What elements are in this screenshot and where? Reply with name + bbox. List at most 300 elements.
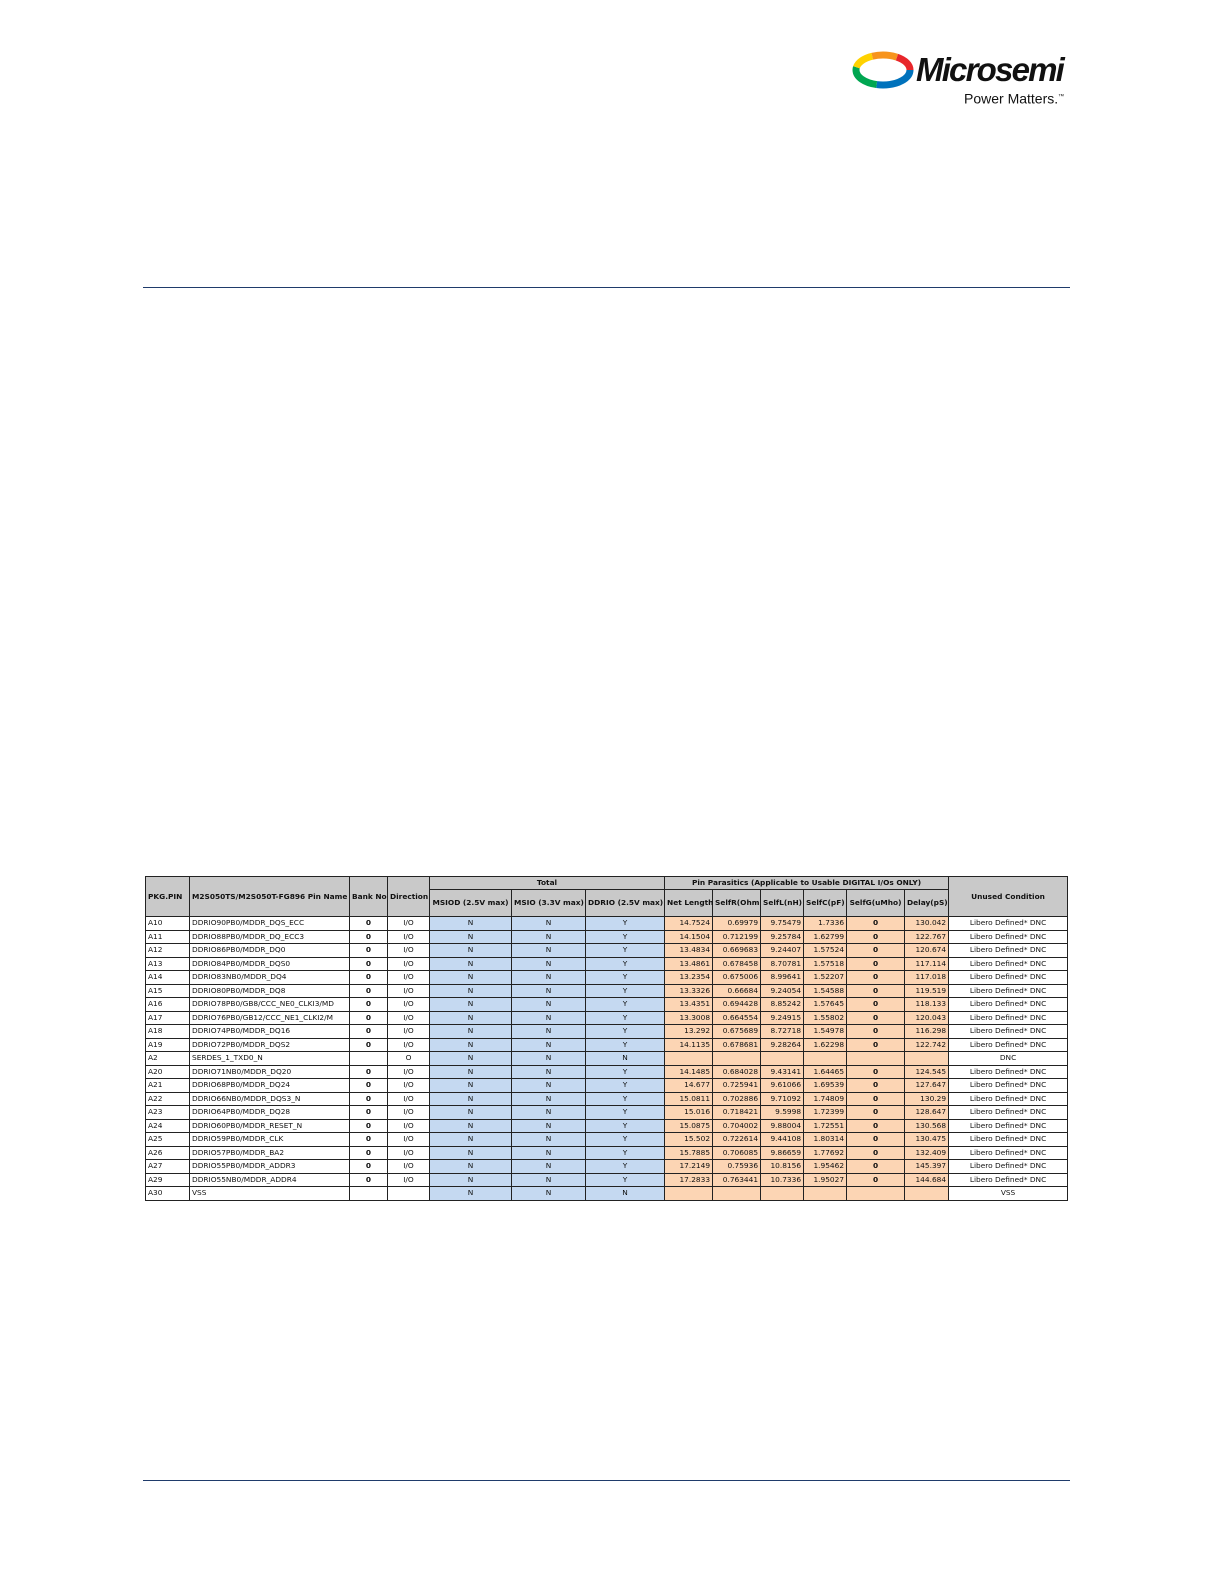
cell-net-length: 14.7524	[665, 917, 713, 931]
table-body	[146, 917, 1068, 1201]
cell-delay	[905, 1052, 949, 1066]
cell-msiod: N	[430, 1133, 512, 1147]
cell-ddrio: Y	[586, 984, 665, 998]
col-net-length: Net Length	[665, 890, 713, 917]
cell-bank: 0	[350, 944, 388, 958]
cell-selfc: 1.72551	[804, 1119, 847, 1133]
cell-selfl: 8.85242	[761, 998, 804, 1012]
cell-msio: N	[512, 1038, 586, 1052]
cell-unused-condition: Libero Defined* DNC	[949, 1038, 1068, 1052]
cell-selfg: 0	[847, 998, 905, 1012]
cell-pin-name: DDRIO74PB0/MDDR_DQ16	[190, 1025, 350, 1039]
cell-selfr: 0.675006	[713, 971, 761, 985]
cell-selfl: 8.72718	[761, 1025, 804, 1039]
cell-unused-condition: Libero Defined* DNC	[949, 930, 1068, 944]
cell-msio: N	[512, 1106, 586, 1120]
cell-selfl: 9.24407	[761, 944, 804, 958]
cell-unused-condition: Libero Defined* DNC	[949, 1160, 1068, 1174]
cell-bank: 0	[350, 1160, 388, 1174]
cell-msiod: N	[430, 1173, 512, 1187]
cell-bank: 0	[350, 1079, 388, 1093]
cell-unused-condition: Libero Defined* DNC	[949, 1065, 1068, 1079]
cell-net-length: 15.0811	[665, 1092, 713, 1106]
cell-net-length	[665, 1187, 713, 1201]
cell-msio: N	[512, 971, 586, 985]
cell-selfl: 10.7336	[761, 1173, 804, 1187]
table-row	[146, 998, 1068, 1012]
cell-delay: 117.114	[905, 957, 949, 971]
cell-selfr: 0.718421	[713, 1106, 761, 1120]
cell-msio: N	[512, 1011, 586, 1025]
cell-pin-name: DDRIO90PB0/MDDR_DQS_ECC	[190, 917, 350, 931]
cell-unused-condition: VSS	[949, 1187, 1068, 1201]
cell-delay: 117.018	[905, 971, 949, 985]
table-row	[146, 1065, 1068, 1079]
cell-unused-condition: DNC	[949, 1052, 1068, 1066]
cell-direction: I/O	[388, 1025, 430, 1039]
cell-bank: 0	[350, 1133, 388, 1147]
cell-bank: 0	[350, 1025, 388, 1039]
cell-selfc: 1.54978	[804, 1025, 847, 1039]
col-pkg-pin: PKG.PIN	[146, 877, 190, 917]
cell-selfl: 9.44108	[761, 1133, 804, 1147]
cell-msiod: N	[430, 1038, 512, 1052]
col-delay: Delay(pS)	[905, 890, 949, 917]
cell-selfc: 1.74809	[804, 1092, 847, 1106]
table-row	[146, 1146, 1068, 1160]
cell-bank: 0	[350, 971, 388, 985]
cell-net-length: 14.1485	[665, 1065, 713, 1079]
cell-direction: I/O	[388, 930, 430, 944]
cell-selfr	[713, 1052, 761, 1066]
cell-selfr: 0.706085	[713, 1146, 761, 1160]
cell-delay: 127.647	[905, 1079, 949, 1093]
cell-msio: N	[512, 1092, 586, 1106]
cell-pin-name: DDRIO66NB0/MDDR_DQS3_N	[190, 1092, 350, 1106]
group-parasitics: Pin Parasitics (Applicable to Usable DIGITAL I/Os ONLY)	[665, 877, 949, 890]
cell-msio: N	[512, 1160, 586, 1174]
cell-unused-condition: Libero Defined* DNC	[949, 1106, 1068, 1120]
cell-pin-name: DDRIO55PB0/MDDR_ADDR3	[190, 1160, 350, 1174]
cell-unused-condition: Libero Defined* DNC	[949, 984, 1068, 998]
cell-direction: I/O	[388, 1173, 430, 1187]
cell-selfl: 9.24915	[761, 1011, 804, 1025]
cell-ddrio: Y	[586, 1173, 665, 1187]
table-row	[146, 957, 1068, 971]
pin-table-image	[145, 876, 1067, 1197]
table-row	[146, 1092, 1068, 1106]
cell-msiod: N	[430, 1146, 512, 1160]
cell-selfc: 1.80314	[804, 1133, 847, 1147]
cell-delay: 145.397	[905, 1160, 949, 1174]
cell-selfg: 0	[847, 1038, 905, 1052]
cell-delay: 120.043	[905, 1011, 949, 1025]
cell-direction: I/O	[388, 984, 430, 998]
cell-unused-condition: Libero Defined* DNC	[949, 1092, 1068, 1106]
cell-selfl: 9.75479	[761, 917, 804, 931]
cell-pin-name: DDRIO71NB0/MDDR_DQ20	[190, 1065, 350, 1079]
cell-ddrio: Y	[586, 998, 665, 1012]
table-row	[146, 944, 1068, 958]
cell-net-length	[665, 1052, 713, 1066]
table-row	[146, 1025, 1068, 1039]
cell-unused-condition: Libero Defined* DNC	[949, 1079, 1068, 1093]
cell-net-length: 15.7885	[665, 1146, 713, 1160]
cell-pin-name: DDRIO88PB0/MDDR_DQ_ECC3	[190, 930, 350, 944]
cell-selfr: 0.684028	[713, 1065, 761, 1079]
cell-delay: 128.647	[905, 1106, 949, 1120]
cell-msiod: N	[430, 930, 512, 944]
cell-selfl	[761, 1052, 804, 1066]
cell-selfl	[761, 1187, 804, 1201]
cell-bank	[350, 1052, 388, 1066]
cell-pkg-pin: A27	[146, 1160, 190, 1174]
cell-selfr: 0.75936	[713, 1160, 761, 1174]
cell-msio: N	[512, 1079, 586, 1093]
cell-pkg-pin: A30	[146, 1187, 190, 1201]
cell-selfc: 1.62298	[804, 1038, 847, 1052]
cell-selfc: 1.57518	[804, 957, 847, 971]
cell-delay: 122.767	[905, 930, 949, 944]
cell-pkg-pin: A17	[146, 1011, 190, 1025]
cell-direction: I/O	[388, 944, 430, 958]
cell-msiod: N	[430, 1106, 512, 1120]
cell-direction: I/O	[388, 1092, 430, 1106]
cell-bank: 0	[350, 998, 388, 1012]
cell-selfc: 1.7336	[804, 917, 847, 931]
cell-ddrio: Y	[586, 1160, 665, 1174]
cell-pkg-pin: A21	[146, 1079, 190, 1093]
cell-msio: N	[512, 957, 586, 971]
cell-selfl: 9.5998	[761, 1106, 804, 1120]
cell-selfc: 1.57524	[804, 944, 847, 958]
col-selfc: SelfC(pF)	[804, 890, 847, 917]
cell-selfg: 0	[847, 1065, 905, 1079]
cell-direction: I/O	[388, 1106, 430, 1120]
cell-pin-name: DDRIO78PB0/GB8/CCC_NE0_CLKI3/MD	[190, 998, 350, 1012]
cell-net-length: 13.4351	[665, 998, 713, 1012]
cell-msiod: N	[430, 1187, 512, 1201]
cell-ddrio: Y	[586, 971, 665, 985]
cell-bank: 0	[350, 984, 388, 998]
col-msio: MSIO (3.3V max)	[512, 890, 586, 917]
cell-pkg-pin: A29	[146, 1173, 190, 1187]
brand-tagline: Power Matters.™	[964, 90, 1065, 107]
cell-selfr: 0.664554	[713, 1011, 761, 1025]
cell-pkg-pin: A2	[146, 1052, 190, 1066]
cell-ddrio: Y	[586, 1146, 665, 1160]
table-row	[146, 930, 1068, 944]
cell-net-length: 13.292	[665, 1025, 713, 1039]
cell-msio: N	[512, 1025, 586, 1039]
cell-pin-name: DDRIO83NB0/MDDR_DQ4	[190, 971, 350, 985]
cell-net-length: 13.4834	[665, 944, 713, 958]
cell-pin-name: DDRIO60PB0/MDDR_RESET_N	[190, 1119, 350, 1133]
cell-msio: N	[512, 998, 586, 1012]
cell-msio: N	[512, 1052, 586, 1066]
cell-selfg	[847, 1052, 905, 1066]
cell-ddrio: Y	[586, 944, 665, 958]
cell-direction: I/O	[388, 1119, 430, 1133]
cell-direction: I/O	[388, 1146, 430, 1160]
cell-selfr: 0.675689	[713, 1025, 761, 1039]
cell-unused-condition: Libero Defined* DNC	[949, 971, 1068, 985]
cell-selfg: 0	[847, 1119, 905, 1133]
cell-direction: I/O	[388, 1065, 430, 1079]
cell-pin-name: DDRIO59PB0/MDDR_CLK	[190, 1133, 350, 1147]
cell-pkg-pin: A16	[146, 998, 190, 1012]
cell-net-length: 14.1135	[665, 1038, 713, 1052]
cell-selfr: 0.704002	[713, 1119, 761, 1133]
cell-selfl: 10.8156	[761, 1160, 804, 1174]
cell-direction	[388, 1187, 430, 1201]
cell-bank: 0	[350, 1146, 388, 1160]
col-pin-name: M2S050TS/M2S050T-FG896 Pin Name	[190, 877, 350, 917]
cell-selfc	[804, 1052, 847, 1066]
cell-selfg: 0	[847, 1106, 905, 1120]
cell-ddrio: Y	[586, 1119, 665, 1133]
cell-selfr: 0.702886	[713, 1092, 761, 1106]
cell-direction: I/O	[388, 971, 430, 985]
col-bank: Bank No	[350, 877, 388, 917]
cell-pin-name: DDRIO64PB0/MDDR_DQ28	[190, 1106, 350, 1120]
cell-selfg: 0	[847, 1173, 905, 1187]
cell-ddrio: Y	[586, 1025, 665, 1039]
cell-selfc: 1.54588	[804, 984, 847, 998]
cell-net-length: 13.3326	[665, 984, 713, 998]
cell-net-length: 15.0875	[665, 1119, 713, 1133]
cell-net-length: 14.677	[665, 1079, 713, 1093]
cell-selfr: 0.69979	[713, 917, 761, 931]
cell-delay: 130.29	[905, 1092, 949, 1106]
cell-net-length: 13.3008	[665, 1011, 713, 1025]
cell-delay: 122.742	[905, 1038, 949, 1052]
cell-selfg: 0	[847, 1133, 905, 1147]
cell-unused-condition: Libero Defined* DNC	[949, 944, 1068, 958]
cell-pin-name: DDRIO80PB0/MDDR_DQ8	[190, 984, 350, 998]
cell-delay: 144.684	[905, 1173, 949, 1187]
cell-selfl: 9.24054	[761, 984, 804, 998]
cell-msio: N	[512, 984, 586, 998]
col-direction: Direction	[388, 877, 430, 917]
cell-selfr: 0.722614	[713, 1133, 761, 1147]
cell-direction: I/O	[388, 957, 430, 971]
cell-selfg: 0	[847, 944, 905, 958]
cell-direction: I/O	[388, 1160, 430, 1174]
cell-msio: N	[512, 1119, 586, 1133]
cell-bank: 0	[350, 957, 388, 971]
table-row	[146, 1052, 1068, 1066]
cell-selfg: 0	[847, 1025, 905, 1039]
cell-pkg-pin: A13	[146, 957, 190, 971]
cell-unused-condition: Libero Defined* DNC	[949, 1011, 1068, 1025]
cell-selfr: 0.66684	[713, 984, 761, 998]
cell-msiod: N	[430, 957, 512, 971]
cell-net-length: 13.2354	[665, 971, 713, 985]
cell-msio: N	[512, 944, 586, 958]
table-row	[146, 1038, 1068, 1052]
cell-pkg-pin: A26	[146, 1146, 190, 1160]
cell-selfg: 0	[847, 1011, 905, 1025]
cell-net-length: 13.4861	[665, 957, 713, 971]
cell-unused-condition: Libero Defined* DNC	[949, 998, 1068, 1012]
brand-name: Microsemi	[916, 51, 1064, 88]
cell-msiod: N	[430, 1011, 512, 1025]
cell-bank: 0	[350, 1038, 388, 1052]
col-unused-condition: Unused Condition	[949, 877, 1068, 917]
cell-msio: N	[512, 930, 586, 944]
cell-msio: N	[512, 1133, 586, 1147]
table-row	[146, 971, 1068, 985]
cell-ddrio: Y	[586, 957, 665, 971]
cell-direction: I/O	[388, 1079, 430, 1093]
cell-delay: 118.133	[905, 998, 949, 1012]
cell-msio: N	[512, 1146, 586, 1160]
cell-bank: 0	[350, 1106, 388, 1120]
cell-msiod: N	[430, 1160, 512, 1174]
cell-pin-name: DDRIO68PB0/MDDR_DQ24	[190, 1079, 350, 1093]
cell-bank: 0	[350, 1173, 388, 1187]
cell-bank: 0	[350, 930, 388, 944]
cell-selfg: 0	[847, 1146, 905, 1160]
cell-selfl: 9.28264	[761, 1038, 804, 1052]
cell-selfr: 0.678681	[713, 1038, 761, 1052]
col-selfl: SelfL(nH)	[761, 890, 804, 917]
header-rule	[143, 287, 1070, 288]
cell-msiod: N	[430, 1065, 512, 1079]
table-row	[146, 1119, 1068, 1133]
col-selfg: SelfG(uMho)	[847, 890, 905, 917]
cell-selfc: 1.64465	[804, 1065, 847, 1079]
cell-selfr: 0.669683	[713, 944, 761, 958]
cell-msiod: N	[430, 971, 512, 985]
table-row	[146, 984, 1068, 998]
cell-selfg: 0	[847, 1160, 905, 1174]
cell-selfl: 9.61066	[761, 1079, 804, 1093]
table-row	[146, 1106, 1068, 1120]
cell-pin-name: DDRIO76PB0/GB12/CCC_NE1_CLKI2/M	[190, 1011, 350, 1025]
col-msiod: MSIOD (2.5V max)	[430, 890, 512, 917]
cell-unused-condition: Libero Defined* DNC	[949, 957, 1068, 971]
cell-selfc: 1.95027	[804, 1173, 847, 1187]
cell-pin-name: DDRIO72PB0/MDDR_DQS2	[190, 1038, 350, 1052]
cell-bank	[350, 1187, 388, 1201]
cell-pkg-pin: A18	[146, 1025, 190, 1039]
cell-selfc: 1.69539	[804, 1079, 847, 1093]
cell-ddrio: Y	[586, 1065, 665, 1079]
cell-selfg: 0	[847, 957, 905, 971]
cell-unused-condition: Libero Defined* DNC	[949, 1146, 1068, 1160]
cell-direction: I/O	[388, 1011, 430, 1025]
cell-delay	[905, 1187, 949, 1201]
cell-pkg-pin: A22	[146, 1092, 190, 1106]
cell-pin-name: DDRIO86PB0/MDDR_DQ0	[190, 944, 350, 958]
cell-pkg-pin: A25	[146, 1133, 190, 1147]
cell-unused-condition: Libero Defined* DNC	[949, 917, 1068, 931]
cell-msio: N	[512, 1173, 586, 1187]
footer-rule	[143, 1480, 1070, 1481]
cell-direction: I/O	[388, 1038, 430, 1052]
cell-selfg: 0	[847, 917, 905, 931]
cell-delay: 116.298	[905, 1025, 949, 1039]
microsemi-logo	[852, 50, 1074, 108]
cell-bank: 0	[350, 1065, 388, 1079]
cell-ddrio: N	[586, 1187, 665, 1201]
col-selfr: SelfR(Ohm	[713, 890, 761, 917]
cell-msio: N	[512, 1065, 586, 1079]
group-total: Total	[430, 877, 665, 890]
cell-pin-name: DDRIO57PB0/MDDR_BA2	[190, 1146, 350, 1160]
cell-unused-condition: Libero Defined* DNC	[949, 1173, 1068, 1187]
cell-msiod: N	[430, 998, 512, 1012]
cell-msiod: N	[430, 1052, 512, 1066]
cell-delay: 130.042	[905, 917, 949, 931]
cell-selfr: 0.712199	[713, 930, 761, 944]
cell-pkg-pin: A23	[146, 1106, 190, 1120]
cell-selfc	[804, 1187, 847, 1201]
cell-msio: N	[512, 1187, 586, 1201]
cell-net-length: 14.1504	[665, 930, 713, 944]
cell-selfc: 1.95462	[804, 1160, 847, 1174]
cell-direction: I/O	[388, 1133, 430, 1147]
cell-msiod: N	[430, 917, 512, 931]
cell-selfl: 8.70781	[761, 957, 804, 971]
cell-net-length: 17.2149	[665, 1160, 713, 1174]
cell-msiod: N	[430, 984, 512, 998]
cell-selfr	[713, 1187, 761, 1201]
cell-selfc: 1.77692	[804, 1146, 847, 1160]
cell-pin-name: SERDES_1_TXD0_N	[190, 1052, 350, 1066]
table-row	[146, 917, 1068, 931]
cell-delay: 130.568	[905, 1119, 949, 1133]
cell-selfl: 9.25784	[761, 930, 804, 944]
cell-selfr: 0.725941	[713, 1079, 761, 1093]
cell-net-length: 17.2833	[665, 1173, 713, 1187]
cell-selfg: 0	[847, 930, 905, 944]
table-row	[146, 1187, 1068, 1201]
cell-ddrio: Y	[586, 1038, 665, 1052]
col-ddrio: DDRIO (2.5V max)	[586, 890, 665, 917]
cell-selfr: 0.763441	[713, 1173, 761, 1187]
cell-ddrio: Y	[586, 1011, 665, 1025]
cell-net-length: 15.502	[665, 1133, 713, 1147]
cell-delay: 120.674	[905, 944, 949, 958]
cell-unused-condition: Libero Defined* DNC	[949, 1025, 1068, 1039]
cell-pkg-pin: A20	[146, 1065, 190, 1079]
table-row	[146, 1173, 1068, 1187]
cell-msiod: N	[430, 1092, 512, 1106]
cell-msiod: N	[430, 1025, 512, 1039]
cell-selfc: 1.72399	[804, 1106, 847, 1120]
table-group-header-row	[146, 877, 1068, 890]
cell-unused-condition: Libero Defined* DNC	[949, 1119, 1068, 1133]
cell-unused-condition: Libero Defined* DNC	[949, 1133, 1068, 1147]
cell-ddrio: Y	[586, 1092, 665, 1106]
cell-msiod: N	[430, 944, 512, 958]
cell-bank: 0	[350, 1119, 388, 1133]
cell-ddrio: Y	[586, 1133, 665, 1147]
cell-selfg	[847, 1187, 905, 1201]
cell-selfl: 8.99641	[761, 971, 804, 985]
cell-ddrio: Y	[586, 1079, 665, 1093]
cell-ddrio: Y	[586, 917, 665, 931]
cell-delay: 130.475	[905, 1133, 949, 1147]
cell-selfc: 1.57645	[804, 998, 847, 1012]
cell-pkg-pin: A11	[146, 930, 190, 944]
pin-table	[145, 876, 1068, 1201]
table-row	[146, 1133, 1068, 1147]
cell-msiod: N	[430, 1119, 512, 1133]
